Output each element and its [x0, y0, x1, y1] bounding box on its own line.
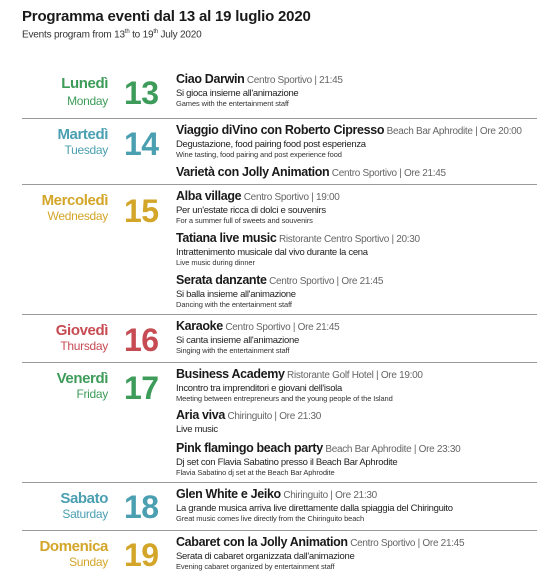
event-meta: Centro Sportivo | Ore 21:45	[266, 276, 384, 287]
event-desc: Per un'estate ricca di dolci e souvenirs	[176, 205, 326, 216]
event-desc: Si canta insieme all'animazione	[176, 335, 299, 346]
day-name: Venerdì	[56, 370, 108, 387]
subtitle-pre: Events program from 13	[22, 29, 125, 41]
event-title: Alba village	[176, 189, 242, 203]
event-item	[176, 273, 537, 309]
event-title: Ciao Darwin	[176, 72, 245, 86]
event-desc: Serata di cabaret organizzata dall'animazione	[176, 551, 355, 562]
event-desc-en: Great music comes live directly from the Chiringuito beach	[176, 514, 365, 523]
day-name-en: Saturday	[62, 507, 108, 521]
day-name: Martedì	[57, 126, 108, 143]
event-title: Serata danzante	[176, 273, 267, 287]
event-item	[176, 72, 537, 108]
event-item	[176, 487, 537, 523]
event-desc-en: Games with the entertainment staff	[176, 99, 289, 108]
day-tuesday	[22, 118, 537, 183]
event-title: Viaggio diVino con Roberto Cipresso	[176, 123, 385, 137]
day-name: Domenica	[39, 538, 108, 555]
event-desc: Si gioca insieme all'animazione	[176, 88, 299, 99]
page-title: Programma eventi dal 13 al 19 luglio 2020	[22, 8, 311, 25]
event-meta: Centro Sportivo | 21:45	[244, 75, 343, 86]
event-title: Glen White e Jeiko	[176, 487, 281, 501]
event-item	[176, 367, 537, 403]
subtitle-post: July 2020	[157, 29, 202, 41]
event-desc: La grande musica arriva live direttamente dalla spiaggia del Chiringuito	[176, 503, 453, 514]
event-desc: Dj set con Flavia Sabatino presso il Beach Bar Aphrodite	[176, 457, 398, 468]
day-number: 15	[124, 193, 159, 229]
day-name-en: Thursday	[60, 339, 108, 353]
event-title: Aria viva	[176, 408, 225, 422]
event-title: Varietà con Jolly Animation	[176, 165, 330, 179]
day-name: Sabato	[60, 490, 108, 507]
event-title: Pink flamingo beach party	[176, 441, 323, 455]
event-meta: Ristorante Golf Hotel | Ore 19:00	[284, 370, 423, 381]
event-desc: Incontro tra imprenditori e giovani dell'isola	[176, 383, 342, 394]
day-name-en: Monday	[67, 94, 108, 108]
event-item	[176, 408, 537, 435]
day-name: Lunedì	[61, 75, 108, 92]
event-desc: Live music	[176, 424, 218, 435]
event-meta: Centro Sportivo | Ore 21:45	[329, 168, 446, 179]
day-number: 19	[124, 537, 159, 573]
day-thursday	[22, 314, 537, 361]
day-name-en: Tuesday	[64, 143, 108, 157]
event-meta: Centro Sportivo | Ore 21:45	[347, 538, 465, 549]
day-number: 17	[124, 370, 159, 406]
event-item	[176, 319, 537, 355]
event-item	[176, 535, 537, 571]
event-title: Tatiana live music	[176, 231, 277, 245]
subtitle-sup-1: th	[124, 29, 130, 35]
event-desc: Si balla insieme all'animazione	[176, 289, 296, 300]
day-sunday	[22, 530, 537, 580]
event-meta: Beach Bar Aphrodite | Ore 23:30	[322, 444, 461, 455]
day-number: 14	[124, 126, 159, 162]
day-name-en: Friday	[76, 387, 108, 401]
event-item	[176, 231, 537, 267]
day-wednesday	[22, 184, 537, 313]
event-desc-en: For a summer full of sweets and souvenirs	[176, 216, 313, 225]
day-saturday	[22, 482, 537, 529]
day-number: 13	[124, 75, 159, 111]
day-name: Giovedì	[55, 322, 108, 339]
event-meta: Chiringuito | Ore 21:30	[224, 411, 321, 422]
day-number: 18	[124, 489, 159, 525]
event-title: Business Academy	[176, 367, 285, 381]
event-desc-en: Live music during dinner	[176, 258, 255, 267]
day-name: Mercoledì	[41, 192, 108, 209]
event-meta: Centro Sportivo | 19:00	[241, 192, 340, 203]
event-item	[176, 165, 537, 181]
event-desc: Intrattenimento musicale dal vivo durante la cena	[176, 247, 368, 258]
event-meta: Beach Bar Aphrodite | Ore 20:00	[384, 126, 522, 137]
event-item	[176, 123, 537, 159]
event-meta: Chiringuito | Ore 21:30	[280, 490, 377, 501]
event-desc-en: Evening cabaret organized by entertainment staff	[176, 562, 335, 571]
subtitle-mid: to 19	[129, 29, 154, 41]
day-name-en: Sunday	[69, 555, 108, 569]
event-item	[176, 189, 537, 225]
event-desc-en: Wine tasting, food pairing and post experience food	[176, 150, 342, 159]
event-meta: Ristorante Centro Sportivo | 20:30	[276, 234, 420, 245]
subtitle-sup-2: th	[153, 29, 158, 35]
day-friday	[22, 362, 537, 481]
event-meta: Centro Sportivo | Ore 21:45	[222, 322, 340, 333]
day-name-en: Wednesday	[47, 209, 108, 223]
day-number: 16	[124, 322, 159, 358]
day-monday	[22, 68, 537, 116]
event-title: Karaoke	[176, 319, 223, 333]
event-item	[176, 441, 537, 477]
event-desc-en: Meeting between entrepreneurs and the young people of the Island	[176, 394, 393, 403]
event-desc: Degustazione, food pairing food post esperienza	[176, 139, 366, 150]
event-desc-en: Singing with the entertainment staff	[176, 346, 290, 355]
event-desc-en: Dancing with the entertainment staff	[176, 300, 292, 309]
event-title: Cabaret con la Jolly Animation	[176, 535, 348, 549]
event-desc-en: Flavia Sabatino dj set at the Beach Bar Aphrodite	[176, 468, 335, 477]
page-subtitle	[22, 29, 202, 40]
